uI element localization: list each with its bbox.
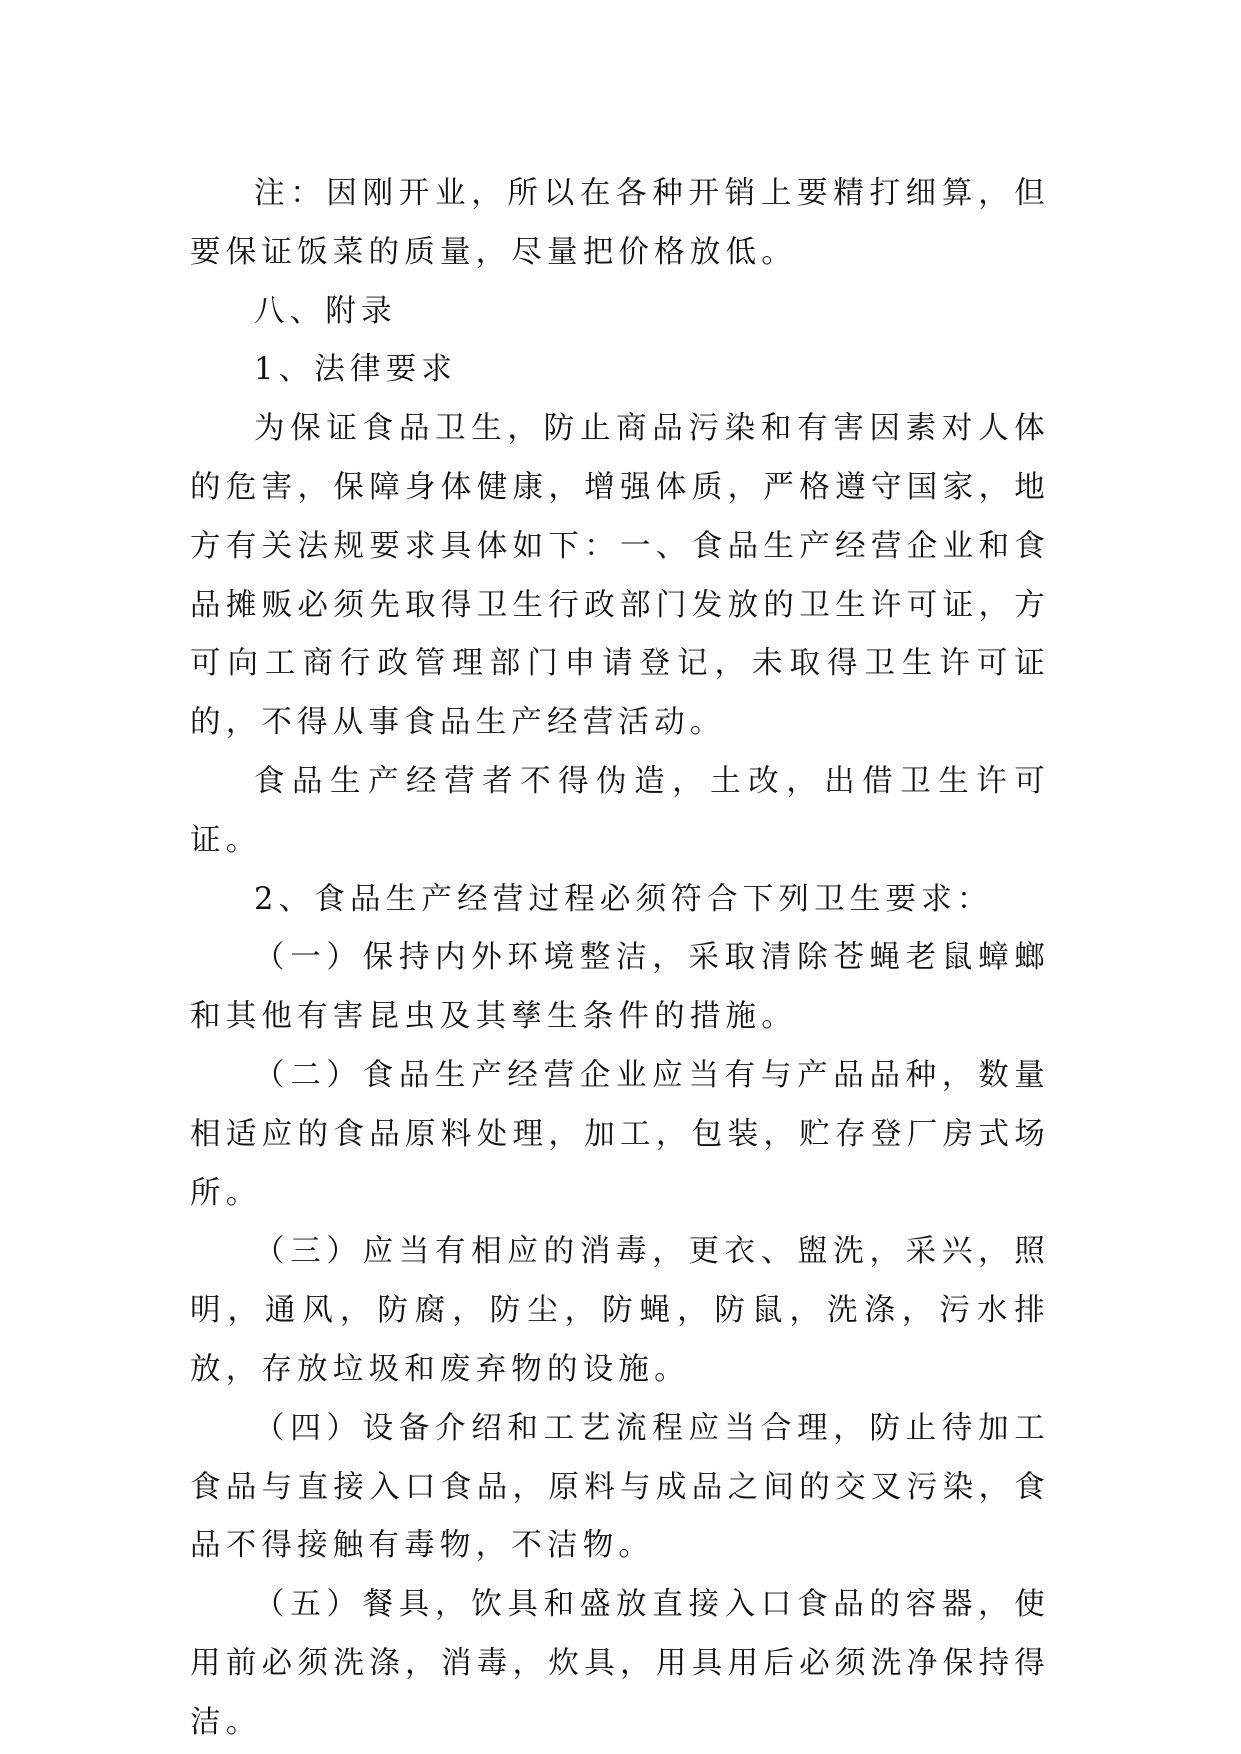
subheading-hygiene-requirements: 2、食品生产经营过程必须符合下列卫生要求： bbox=[254, 881, 993, 917]
requirement-item-5: （五）餐具，饮具和盛放直接入口食品的容器，使用前必须洗涤，消毒，炊具，用具用后必须洗净保持得洁。 bbox=[190, 1587, 1050, 1740]
license-paragraph: 食品生产经营者不得伪造，土改，出借卫生许可证。 bbox=[190, 763, 1050, 858]
section-heading-appendix: 八、附录 bbox=[254, 293, 397, 329]
requirement-item-3: （三）应当有相应的消毒，更衣、盥洗，采兴，照明，通风，防腐，防尘，防蝇，防鼠，洗涤，污水排放，存放垃圾和废弃物的设施。 bbox=[190, 1234, 1050, 1387]
requirement-item-1: （一）保持内外环境整洁，采取清除苍蝇老鼠蟑螂和其他有害昆虫及其孳生条件的措施。 bbox=[190, 940, 1050, 1035]
requirement-item-4: （四）设备介绍和工艺流程应当合理，防止待加工食品与直接入口食品，原料与成品之间的交叉污染，食品不得接触有毒物，不洁物。 bbox=[190, 1410, 1050, 1564]
subheading-legal-requirements: 1、法律要求 bbox=[254, 352, 458, 388]
legal-requirements-paragraph: 为保证食品卫生，防止商品污染和有害因素对人体的危害，保障身体健康，增强体质，严格遵守国家，地方有关法规要求具体如下：一、食品生产经营企业和食品摊贩必须先取得卫生行政部门发放的卫生许可证，方可向工商行政管理部门申请登记，未取得卫生许可证的，不得从事食品生产经营活动。 bbox=[190, 411, 1050, 741]
document-body bbox=[190, 165, 1050, 1753]
note-paragraph: 注：因刚开业，所以在各种开销上要精打细算，但要保证饭菜的质量，尽量把价格放低。 bbox=[190, 176, 1050, 270]
requirement-item-2: （二）食品生产经营企业应当有与产品品种，数量相适应的食品原料处理，加工，包装，贮存登厂房式场所。 bbox=[190, 1057, 1050, 1211]
